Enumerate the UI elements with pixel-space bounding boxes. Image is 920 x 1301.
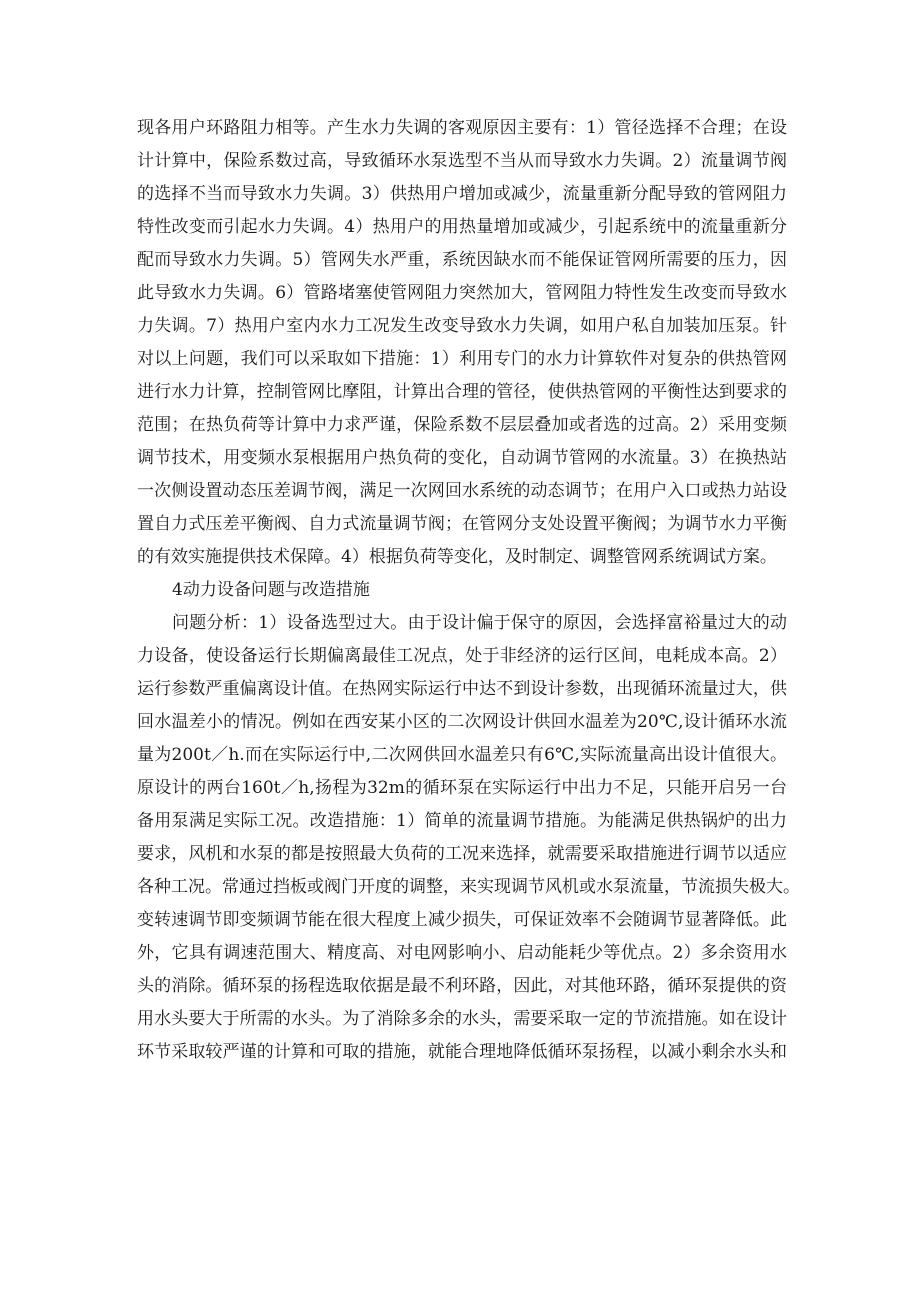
paragraph-2-line: 备用泵满足实际工况。改造措施：1）简单的流量调节措施。为能满足供热锅炉的出力: [137, 811, 787, 831]
paragraph-2-line: 力设备，使设备运行长期偏离最佳工况点，处于非经济的运行区间，电耗成本高。2）: [137, 646, 787, 666]
paragraph-1-line: 置自力式压差平衡阀、自力式流量调节阀；在管网分支处设置平衡阀；为调节水力平衡: [137, 514, 787, 534]
paragraph-2-line: 要求，风机和水泵的都是按照最大负荷的工况来选择，就需要采取措施进行调节以适应: [137, 844, 787, 864]
paragraph-1-line: 的选择不当而导致水力失调。3）供热用户增加或减少，流量重新分配导致的管网阻力: [137, 184, 787, 204]
paragraph-2-line: 回水温差小的情况。例如在西安某小区的二次网设计供回水温差为20℃,设计循环水流: [137, 712, 787, 732]
paragraph-1-line: 进行水力计算，控制管网比摩阻，计算出合理的管径，使供热管网的平衡性达到要求的: [137, 382, 787, 402]
paragraph-1-line: 调节技术，用变频水泵根据用户热负荷的变化，自动调节管网的水流量。3）在换热站: [137, 448, 787, 468]
paragraph-2-line: 头的消除。循环泵的扬程选取依据是最不利环路，因此，对其他环路，循环泵提供的资: [137, 976, 787, 996]
paragraph-1-line: 配而导致水力失调。5）管网失水严重，系统因缺水而不能保证管网所需要的压力，因: [137, 250, 787, 270]
paragraph-1-line: 的有效实施提供技术保障。4）根据负荷等变化，及时制定、调整管网系统调试方案。: [137, 547, 777, 567]
paragraph-2-line: 量为200t／h.而在实际运行中,二次网供回水温差只有6℃,实际流量高出设计值很大。: [137, 745, 787, 765]
paragraph-1-line: 计计算中，保险系数过高，导致循环水泵选型不当从而导致水力失调。2）流量调节阀: [137, 151, 787, 171]
paragraph-1-line: 现各用户环路阻力相等。产生水力失调的客观原因主要有：1）管径选择不合理；在设: [137, 118, 787, 138]
paragraph-2-line: 原设计的两台160t／h,扬程为32m的循环泵在实际运行中出力不足，只能开启另一台: [137, 778, 787, 798]
paragraph-2-line: 变转速调节即变频调节能在很大程度上减少损失，可保证效率不会随调节显著降低。此: [137, 910, 787, 930]
paragraph-2-line: 用水头要大于所需的水头。为了消除多余的水头，需要采取一定的节流措施。如在设计: [137, 1009, 787, 1029]
paragraph-2-line: 问题分析：1）设备选型过大。由于设计偏于保守的原因，会选择富裕量过大的动: [172, 613, 787, 633]
section-heading: 4动力设备问题与改造措施: [172, 580, 370, 600]
paragraph-1-line: 特性改变而引起水力失调。4）热用户的用热量增加或减少，引起系统中的流量重新分: [137, 217, 787, 237]
paragraph-2-line: 外，它具有调速范围大、精度高、对电网影响小、启动能耗少等优点。2）多余资用水: [137, 943, 787, 963]
paragraph-1-line: 对以上问题，我们可以采取如下措施：1）利用专门的水力计算软件对复杂的供热管网: [137, 349, 787, 369]
paragraph-2-line: 环节采取较严谨的计算和可取的措施，就能合理地降低循环泵扬程，以减小剩余水头和: [137, 1042, 787, 1062]
paragraph-1-line: 一次侧设置动态压差调节阀，满足一次网回水系统的动态调节；在用户入口或热力站设: [137, 481, 787, 501]
paragraph-1-line: 此导致水力失调。6）管路堵塞使管网阻力突然加大，管网阻力特性发生改变而导致水: [137, 283, 787, 303]
paragraph-2-line: 运行参数严重偏离设计值。在热网实际运行中达不到设计参数，出现循环流量过大，供: [137, 679, 787, 699]
paragraph-1-line: 范围；在热负荷等计算中力求严谨，保险系数不层层叠加或者选的过高。2）采用变频: [137, 415, 787, 435]
paragraph-2-line: 各种工况。常通过挡板或阀门开度的调整，来实现调节风机或水泵流量，节流损失极大。: [137, 877, 800, 897]
paragraph-1-line: 力失调。7）热用户室内水力工况发生改变导致水力失调，如用户私自加装加压泵。针: [137, 316, 787, 336]
